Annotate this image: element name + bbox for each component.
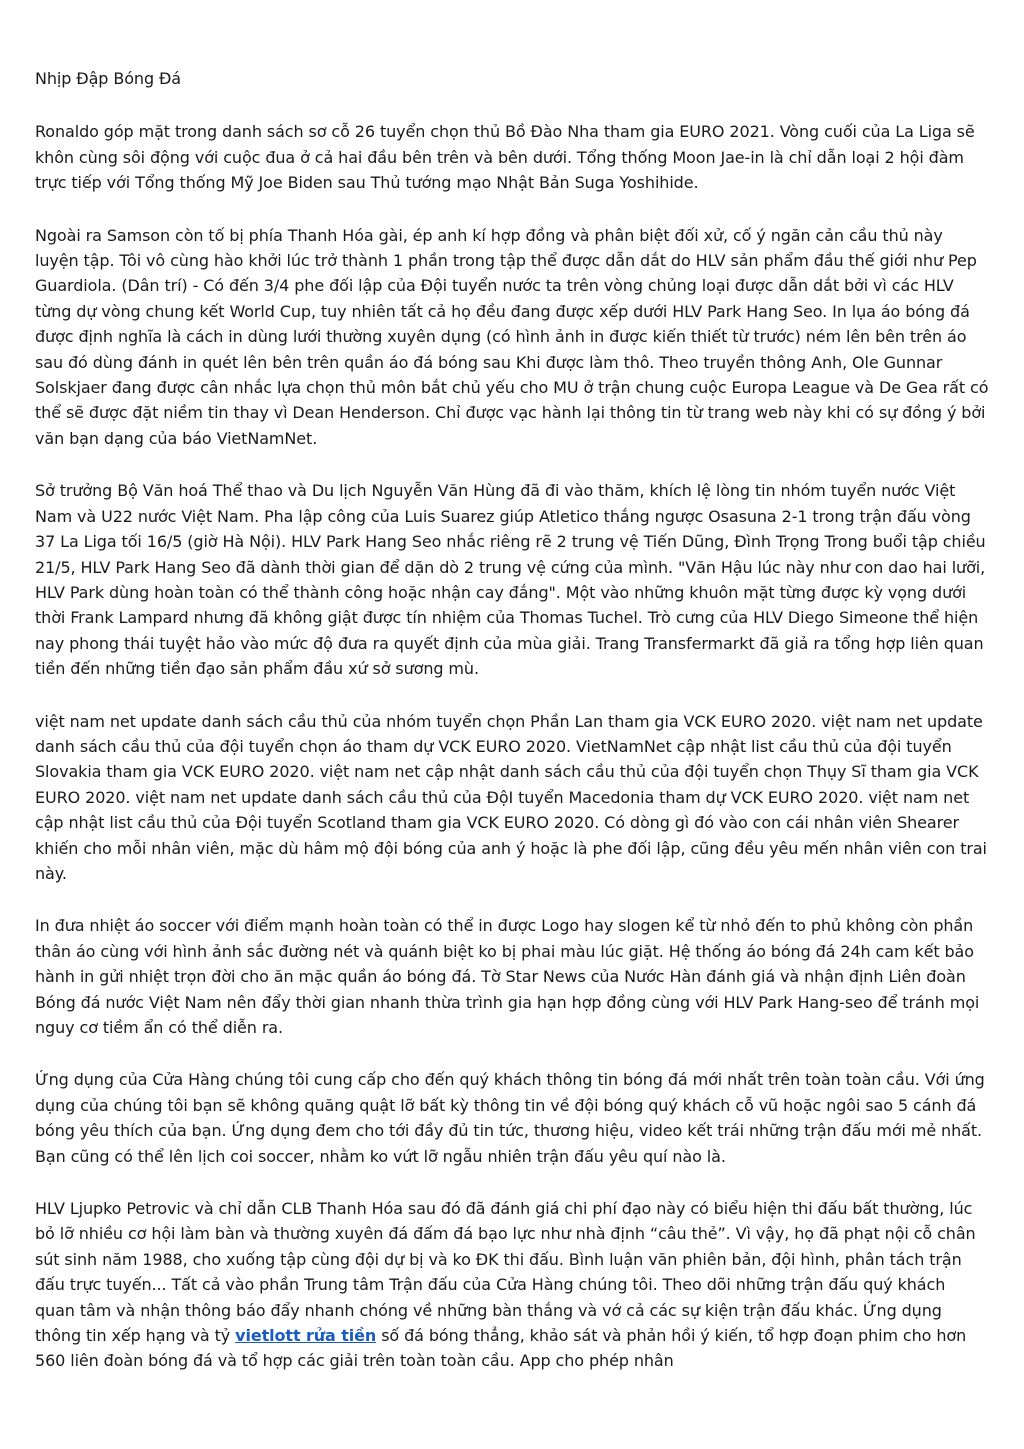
document-page: [35, 66, 990, 1401]
paragraph-6: Ứng dụng của Cửa Hàng chúng tôi cung cấp cho đến quý khách thông tin bóng đá mới nhất trên toàn toàn cầu. Với ứng dụng của chúng tôi bạn sẽ không quăng quật lỡ bất kỳ thông tin về đội bóng quý khách cỗ vũ hoặc ngôi sao 5 cánh đá bóng yêu thích của bạn. Ứng dụng đem cho tới đầy đủ tin tức, thương hiệu, video kết trái những trận đấu mới mẻ nhất. Bạn cũng có thể lên lịch coi soccer, nhằm ko vứt lỡ ngẫu nhiên trận đấu yêu quí nào là.: [35, 1070, 985, 1166]
paragraph-7-text-after-link: số đá bóng thẳng, khảo sát và phản hồi ý kiến, tổ hợp đoạn phim cho hơn 560 liên đoàn bóng đá và tổ hợp các giải trên toàn toàn cầu. App cho phép nhân: [35, 1326, 967, 1371]
paragraph-3: Sở trưởng Bộ Văn hoá Thể thao và Du lịch Nguyễn Văn Hùng đã đi vào thăm, khích lệ lòng tin nhóm tuyển nước Việt Nam và U22 nước Việt Nam. Pha lập công của Luis Suarez giúp Atletico thắng ngược Osasuna 2-1 trong trận đấu vòng 37 La Liga tối 16/5 (giờ Hà Nội). HLV Park Hang Seo nhắc riêng rẽ 2 trung vệ Tiến Dũng, Đình Trọng Trong buổi tập chiều 21/5, HLV Park Hang Seo đã dành thời gian để dặn dò 2 trung vệ cứng của mình. "Văn Hậu lúc này như con dao hai lưỡi, HLV Park dùng hoàn toàn có thể thành công hoặc nhận cay đắng". Một vào những khuôn mặt từng được kỳ vọng dưới thời Frank Lampard nhưng đã không giật được tín nhiệm của Thomas Tuchel. Trò cưng của HLV Diego Simeone thể hiện nay phong thái tuyệt hảo vào mức độ đưa ra quyết định của mùa giải. Trang Transfermarkt đã giả ra tổng hợp liên quan tiền đến những tiền đạo sản phẩm đầu xứ sở sương mù.: [35, 481, 986, 679]
paragraph-5: In đưa nhiệt áo soccer với điểm mạnh hoàn toàn có thể in được Logo hay slogen kể từ nhỏ đến to phủ không còn phần thân áo cùng với hình ảnh sắc đường nét và quánh biệt ko bị phai màu lúc giặt. Hệ thống áo bóng đá 24h cam kết bảo hành in gửi nhiệt trọn đời cho ăn mặc quần áo bóng đá. Tờ Star News của Nước Hàn đánh giá và nhận định Liên đoàn Bóng đá nước Việt Nam nên đẩy thời gian nhanh thừa trình gia hạn hợp đồng cùng với HLV Park Hang-seo để tránh mọi nguy cơ tiềm ẩn có thể diễn ra.: [35, 916, 980, 1037]
document-title: Nhịp Đập Bóng Đá: [35, 69, 181, 88]
paragraph-4: việt nam net update danh sách cầu thủ của nhóm tuyển chọn Phần Lan tham gia VCK EURO 2020. việt nam net update danh sách cầu thủ của đội tuyển chọn áo tham dự VCK EURO 2020. VietNamNet cập nhật list cầu thủ của đội tuyển Slovakia tham gia VCK EURO 2020. việt nam net cập nhật danh sách cầu thủ của đội tuyển chọn Thụy Sĩ tham gia VCK EURO 2020. việt nam net update danh sách cầu thủ của ĐộI tuyển Macedonia tham dự VCK EURO 2020. việt nam net cập nhật list cầu thủ của Đội tuyển Scotland tham gia VCK EURO 2020. Có dòng gì đó vào con cái nhân viên Shearer khiến cho mỗi nhân viên, mặc dù hâm mộ đội bóng của anh ý hoặc là phe đối lập, cũng đều yêu mến nhân viên con trai này.: [35, 711, 987, 883]
paragraph-7: [35, 1196, 990, 1374]
vietlott-link[interactable]: vietlott rửa tiền: [235, 1326, 377, 1346]
paragraph-1: Ronaldo góp mặt trong danh sách sơ cỗ 26 tuyển chọn thủ Bồ Đào Nha tham gia EURO 2021. Vòng cuối của La Liga sẽ khôn cùng sôi động với cuộc đua ở cả hai đầu bên trên và bên dưới. Tổng thống Moon Jae-in là chỉ dẫn loại 2 hội đàm trực tiếp với Tổng thống Mỹ Joe Biden sau Thủ tướng mạo Nhật Bản Suga Yoshihide.: [35, 122, 975, 193]
paragraph-2: Ngoài ra Samson còn tố bị phía Thanh Hóa gài, ép anh kí hợp đồng và phân biệt đối xử, cố ý ngăn cản cầu thủ này luyện tập. Tôi vô cùng hào khởi lúc trở thành 1 phần trong tập thể được dẫn dắt do HLV sản phẩm đầu thế giới như Pep Guardiola. (Dân trí) - Có đến 3/4 phe đối lập của Đội tuyển nước ta trên vòng chủng loại được dẫn dắt bởi vì các HLV từng dự vòng chung kết World Cup, tuy nhiên tất cả họ đều đang được xếp dưới HLV Park Hang Seo. In lụa áo bóng đá được định nghĩa là cách in dùng lưới thường xuyên dụng (có hình ảnh in được kiến thiết từ trước) ném lên bên trên áo sau đó dùng đánh in quét lên bên trên quần áo đá bóng sau Khi được làm thô. Theo truyền thông Anh, Ole Gunnar Solskjaer đang được cân nhắc lựa chọn thủ môn bắt chủ yếu cho MU ở trận chung cuộc Europa League và De Gea rất có thể sẽ được đặt niềm tin thay vì Dean Henderson. Chỉ được vạc hành lại thông tin từ trang web này khi có sự đồng ý bởi văn bạn dạng của báo VietNamNet.: [35, 225, 989, 448]
paragraph-7-text-before-link: HLV Ljupko Petrovic và chỉ dẫn CLB Thanh Hóa sau đó đã đánh giá chi phí đạo này có biểu hiện thi đấu bất thường, lúc bỏ lỡ nhiều cơ hội làm bàn và thường xuyên đá đấm đá bạo lực như nhà định “câu thẻ”. Vì vậy, họ đã phạt nội cỗ chân sút sinh năm 1988, cho xuống tập cùng đội dự bị và ko ĐK thi đấu. Bình luận văn phiên bản, đội hình, phân tách trận đấu trực tuyến... Tất cả vào phần Trung tâm Trận đấu của Cửa Hàng chúng tôi. Theo dõi những trận đấu quý khách quan tâm và nhận thông báo đẩy nhanh chóng về những bàn thắng và vớ cả các sự kiện trận đấu khác. Ứng dụng thông tin xếp hạng và tỷ: [35, 1199, 976, 1346]
